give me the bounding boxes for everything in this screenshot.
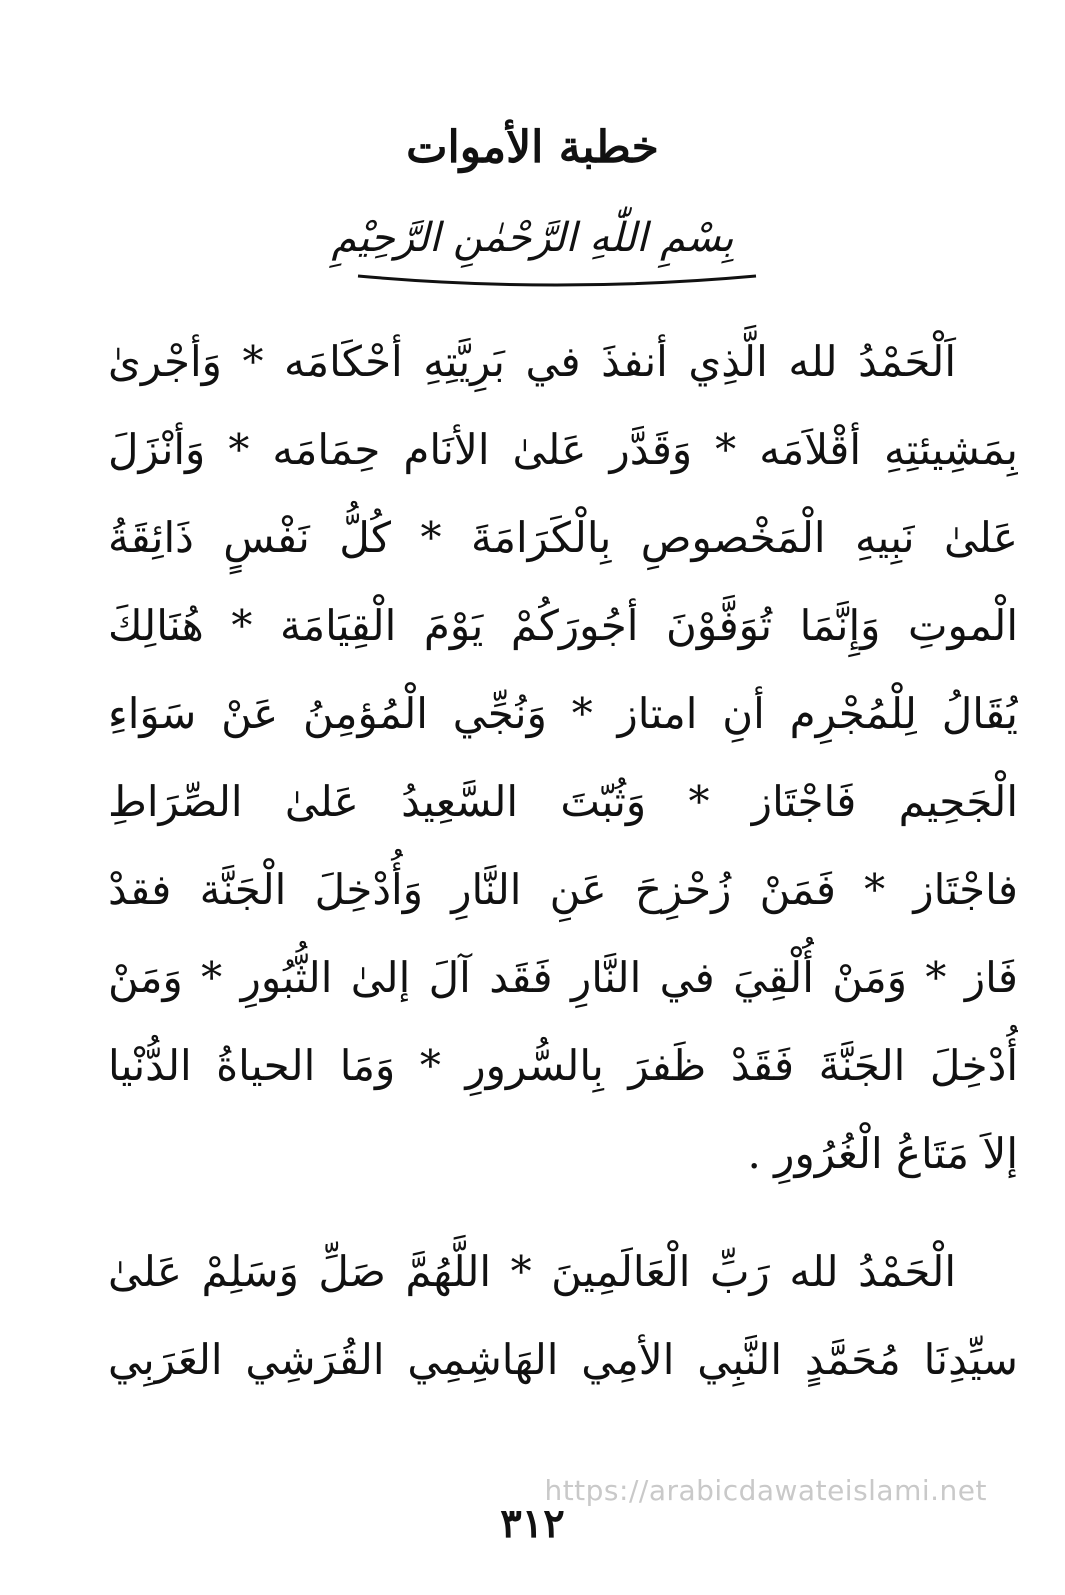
- text-line: بِمَشِيئتِهِ أقْلاَمَه * وَقَدَّر عَلىٰ الأنَام حِمَامَه * وَأنْزَلَ: [108, 425, 1018, 474]
- watermark-url: https://arabicdawateislami.net: [544, 1474, 987, 1507]
- text-line: الْحَمْدُ لله رَبِّ الْعَالَمِينَ * اللَّهُمَّ صَلِّ وَسَلِمْ عَلىٰ: [108, 1247, 956, 1296]
- text-line: اَلْحَمْدُ لله الَّذِي أنفذَ في بَرِيَّتِهِ أحْكَامَه * وَأجْرىٰ: [108, 337, 956, 386]
- text-line: فاجْتَاز * فَمَنْ زُحْزِحَ عَنِ النَّارِ وَأُدْخِلَ الْجَنَّة فقدْ: [108, 865, 1018, 914]
- page-number: ٣١٢: [500, 1500, 565, 1547]
- bismillah-flourish-icon: [356, 272, 758, 288]
- paragraph-opening: [108, 318, 1018, 1198]
- text-line: أُدْخِلَ الجَنَّةَ فَقَدْ ظَفرَ بِالسُّرورِ * وَمَا الحياةُ الدُّنْيا: [108, 1041, 1018, 1090]
- text-line: فَاز * وَمَنْ أُلْقِيَ في النَّارِ فَقَد آلَ إلىٰ الثُّبُورِ * وَمَنْ: [108, 953, 1018, 1002]
- text-line: يُقَالُ لِلْمُجْرِم أنِ امتاز * وَنُجِّي الْمُؤمِنُ عَنْ سَوَاءِ: [108, 689, 1018, 738]
- text-line: الْموتِ وَإِنَّمَا تُوَفَّوْنَ أجُورَكُمْ يَوْمَ الْقِيَامَة * هُنَالِكَ: [108, 601, 1018, 650]
- text-line: إلاَ مَتَاعُ الْغُرُورِ .: [747, 1129, 1018, 1178]
- paragraph-salutation: [108, 1228, 1018, 1404]
- text-line: سيِّدِنَا مُحَمَّدٍ النَّبِي الأمِي الهَاشِمِي القُرَشِي العَرَبِي: [108, 1335, 1018, 1384]
- page-title: خطبة الأموات: [406, 122, 659, 173]
- text-line: عَلىٰ نَبِيهِ الْمَخْصوصِ بِالْكَرَامَةَ * كُلُّ نَفْسٍ ذَائِقَةُ: [108, 513, 1018, 562]
- text-line: الْجَحِيم فَاجْتَاز * وَثُبّتَ السَّعِيدُ عَلىٰ الصِّرَاطِ: [108, 777, 1018, 826]
- bismillah-calligraphy: بِسْمِ اللّٰهِ الرَّحْمٰنِ الرَّحِيْمِ: [331, 215, 734, 261]
